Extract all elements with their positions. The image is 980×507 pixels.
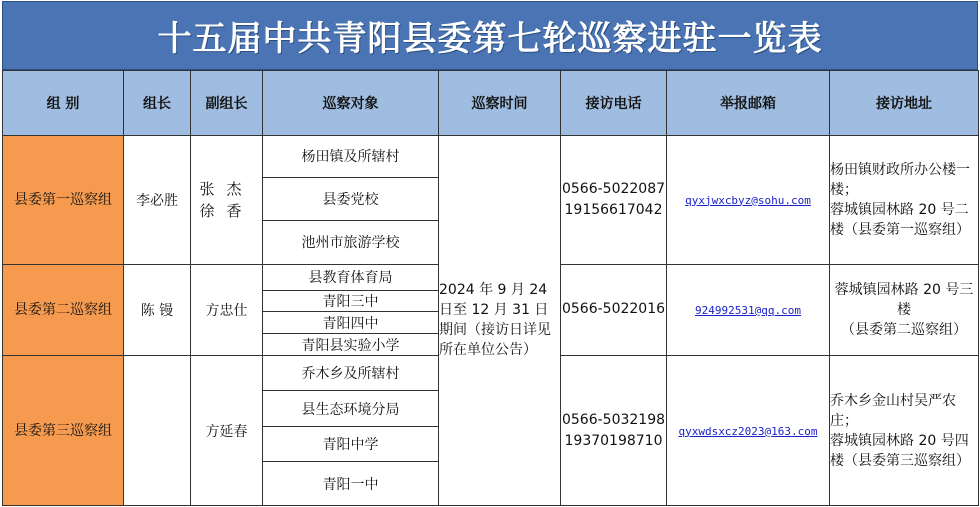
deputy-name: 徐香	[199, 201, 254, 220]
page-title: 十五届中共青阳县委第七轮巡察进驻一览表	[2, 1, 978, 70]
header-email: 举报邮箱	[667, 71, 830, 136]
reception-address	[830, 135, 979, 264]
phone-number: 0566-5032198	[561, 411, 666, 428]
reception-address	[830, 356, 979, 506]
header-deputy: 副组长	[191, 71, 263, 136]
address-line: 杨田镇财政所办公楼一楼；	[830, 161, 970, 198]
reception-address	[830, 264, 979, 356]
inspection-target: 县生态环境分局	[263, 391, 439, 426]
group-leader	[124, 356, 191, 506]
header-phone: 接访电话	[561, 71, 667, 136]
group-deputies	[191, 135, 263, 264]
phone-number: 0566-5022016	[561, 301, 666, 318]
email-link[interactable]: qyxjwxcbyz@sohu.com	[685, 193, 811, 207]
inspection-table	[2, 70, 979, 506]
address-line: （县委第二巡察组）	[841, 321, 967, 338]
header-row	[3, 71, 979, 136]
report-email	[667, 356, 830, 506]
phone-number: 19370198710	[564, 432, 663, 449]
group-leader: 陈 镘	[124, 264, 191, 356]
inspection-period: 2024 年 9 月 24 日至 12 月 31 日期间（接访日详见所在单位公告）	[439, 135, 561, 505]
group-leader: 李必胜	[124, 135, 191, 264]
reception-phone	[561, 135, 667, 264]
address-line: 乔木乡金山村吴严农庄；	[830, 392, 956, 429]
phone-number: 0566-5022087	[561, 180, 666, 197]
inspection-target: 池州市旅游学校	[263, 220, 439, 264]
report-email	[667, 264, 830, 356]
header-address: 接访地址	[830, 71, 979, 136]
header-group: 组 别	[3, 71, 124, 136]
inspection-target: 青阳县实验小学	[263, 334, 439, 356]
header-period: 巡察时间	[439, 71, 561, 136]
inspection-target: 青阳三中	[263, 290, 439, 312]
phone-number: 19156617042	[564, 201, 663, 218]
reception-phone	[561, 356, 667, 506]
group-name: 县委第一巡察组	[3, 135, 124, 264]
header-targets: 巡察对象	[263, 71, 439, 136]
deputy-name: 张杰	[199, 179, 254, 198]
address-line: 蓉城镇园林路 20 号三楼	[834, 281, 974, 318]
email-link[interactable]: 924992531@qq.com	[695, 303, 801, 317]
inspection-target: 杨田镇及所辖村	[263, 135, 439, 178]
reception-phone	[561, 264, 667, 356]
email-link[interactable]: qyxwdsxcz2023@163.com	[678, 424, 818, 438]
inspection-target: 青阳中学	[263, 426, 439, 461]
group-name: 县委第三巡察组	[3, 356, 124, 506]
inspection-target: 乔木乡及所辖村	[263, 356, 439, 391]
group-deputies: 方延春	[191, 356, 263, 506]
report-email	[667, 135, 830, 264]
group-deputies: 方忠仕	[191, 264, 263, 356]
inspection-target: 县委党校	[263, 178, 439, 221]
address-line: 蓉城镇园林路 20 号四楼（县委第三巡察组）	[830, 432, 970, 469]
group-name: 县委第二巡察组	[3, 264, 124, 356]
inspection-target: 青阳四中	[263, 312, 439, 334]
header-leader: 组长	[124, 71, 191, 136]
inspection-target: 县教育体育局	[263, 264, 439, 290]
table-row	[3, 135, 979, 178]
address-line: 蓉城镇园林路 20 号二楼（县委第一巡察组）	[830, 201, 970, 238]
inspection-target: 青阳一中	[263, 462, 439, 506]
